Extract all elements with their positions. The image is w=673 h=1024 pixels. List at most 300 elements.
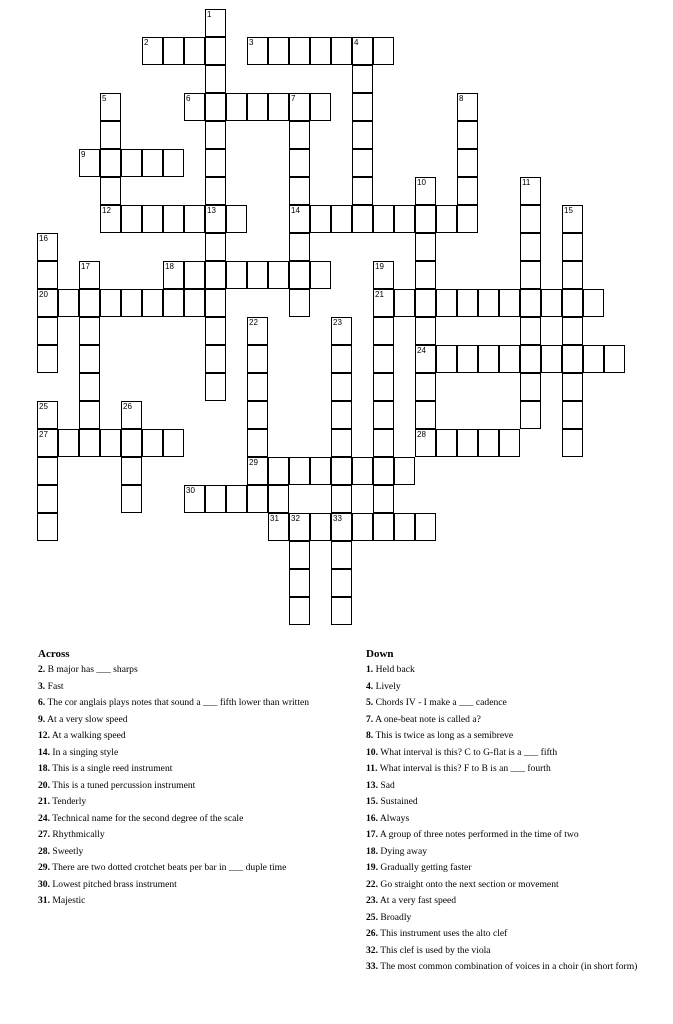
grid-cell[interactable] bbox=[562, 429, 583, 457]
grid-cell[interactable] bbox=[331, 569, 352, 597]
grid-cell[interactable] bbox=[226, 205, 247, 233]
across-clue bbox=[38, 796, 343, 808]
grid-cell[interactable] bbox=[352, 457, 373, 485]
clue-text: Lowest pitched brass instrument bbox=[52, 878, 177, 890]
grid-cell[interactable] bbox=[436, 429, 457, 457]
clue-num: 17. bbox=[366, 829, 378, 840]
grid-cell[interactable] bbox=[37, 457, 58, 485]
clue-num: 1. bbox=[366, 664, 374, 675]
grid-cell[interactable] bbox=[100, 289, 121, 317]
across-clue bbox=[38, 714, 343, 726]
down-clue bbox=[366, 763, 656, 775]
grid-cell[interactable] bbox=[415, 429, 436, 457]
clue-number: 27 bbox=[39, 430, 48, 439]
grid-cell[interactable] bbox=[352, 37, 373, 65]
grid-cell[interactable] bbox=[121, 149, 142, 177]
grid-cell[interactable] bbox=[394, 513, 415, 541]
grid-cell[interactable] bbox=[79, 373, 100, 401]
grid-cell[interactable] bbox=[394, 457, 415, 485]
grid-cell[interactable] bbox=[184, 93, 205, 121]
grid-cell[interactable] bbox=[331, 345, 352, 373]
grid-cell[interactable] bbox=[226, 485, 247, 513]
clue-text: A group of three notes performed in the time of two bbox=[379, 829, 579, 840]
down-clue bbox=[366, 879, 656, 891]
clue-text: Always bbox=[379, 812, 410, 824]
grid-cell[interactable] bbox=[205, 345, 226, 373]
grid-cell[interactable] bbox=[457, 149, 478, 177]
clue-num: 2. bbox=[38, 664, 46, 675]
grid-cell[interactable] bbox=[205, 37, 226, 65]
grid-cell[interactable] bbox=[457, 205, 478, 233]
grid-cell[interactable] bbox=[415, 373, 436, 401]
clue-text: Tenderly bbox=[52, 796, 87, 807]
clue-text: Dying away bbox=[380, 845, 428, 857]
grid-cell[interactable] bbox=[205, 205, 226, 233]
grid-cell[interactable] bbox=[562, 261, 583, 289]
clue-text: Lively bbox=[375, 680, 401, 692]
down-clues bbox=[366, 648, 656, 978]
clue-text: Chords IV - I make a ___ cadence bbox=[375, 697, 507, 708]
grid-cell[interactable] bbox=[163, 37, 184, 65]
grid-cell[interactable] bbox=[352, 513, 373, 541]
grid-cell[interactable] bbox=[205, 289, 226, 317]
grid-cell[interactable] bbox=[562, 373, 583, 401]
grid-cell[interactable] bbox=[604, 345, 625, 373]
grid-cell[interactable] bbox=[289, 569, 310, 597]
grid-cell[interactable] bbox=[562, 345, 583, 373]
grid-cell[interactable] bbox=[583, 345, 604, 373]
clue-num: 8. bbox=[366, 730, 374, 741]
clue-number: 5 bbox=[102, 94, 107, 103]
clue-number: 23 bbox=[333, 318, 342, 327]
clue-number: 28 bbox=[417, 430, 426, 439]
clue-num: 16. bbox=[366, 812, 378, 824]
grid-cell[interactable] bbox=[205, 93, 226, 121]
grid-cell[interactable] bbox=[142, 289, 163, 317]
grid-cell[interactable] bbox=[352, 65, 373, 93]
grid-cell[interactable] bbox=[100, 429, 121, 457]
clue-num: 10. bbox=[366, 746, 378, 758]
clue-num: 19. bbox=[366, 862, 378, 873]
grid-cell[interactable] bbox=[289, 289, 310, 317]
clue-num: 15. bbox=[366, 796, 378, 807]
grid-cell[interactable] bbox=[79, 149, 100, 177]
grid-cell[interactable] bbox=[100, 205, 121, 233]
grid-cell[interactable] bbox=[37, 401, 58, 429]
grid-cell[interactable] bbox=[184, 205, 205, 233]
grid-cell[interactable] bbox=[415, 401, 436, 429]
grid-cell[interactable] bbox=[58, 289, 79, 317]
clue-text: This is twice as long as a semibreve bbox=[375, 730, 514, 741]
grid-cell[interactable] bbox=[121, 289, 142, 317]
grid-cell[interactable] bbox=[37, 485, 58, 513]
down-clue bbox=[366, 846, 656, 858]
grid-cell[interactable] bbox=[352, 149, 373, 177]
grid-cell[interactable] bbox=[268, 457, 289, 485]
grid-cell[interactable] bbox=[331, 457, 352, 485]
across-clue bbox=[38, 681, 343, 693]
grid-cell[interactable] bbox=[37, 289, 58, 317]
grid-cell[interactable] bbox=[142, 37, 163, 65]
grid-cell[interactable] bbox=[415, 289, 436, 317]
grid-cell[interactable] bbox=[37, 233, 58, 261]
down-clue bbox=[366, 895, 656, 907]
across-clue bbox=[38, 747, 343, 759]
grid-cell[interactable] bbox=[205, 149, 226, 177]
grid-cell[interactable] bbox=[37, 345, 58, 373]
grid-cell[interactable] bbox=[79, 345, 100, 373]
grid-cell[interactable] bbox=[121, 401, 142, 429]
clue-num: 11. bbox=[366, 763, 378, 774]
grid-cell[interactable] bbox=[562, 317, 583, 345]
grid-cell[interactable] bbox=[457, 345, 478, 373]
grid-cell[interactable] bbox=[436, 205, 457, 233]
grid-cell[interactable] bbox=[457, 429, 478, 457]
clue-num: 23. bbox=[366, 895, 378, 906]
grid-cell[interactable] bbox=[79, 289, 100, 317]
grid-cell[interactable] bbox=[415, 177, 436, 205]
grid-cell[interactable] bbox=[163, 149, 184, 177]
clue-number: 20 bbox=[39, 290, 48, 299]
grid-cell[interactable] bbox=[205, 261, 226, 289]
grid-cell[interactable] bbox=[163, 429, 184, 457]
grid-cell[interactable] bbox=[247, 401, 268, 429]
grid-cell[interactable] bbox=[142, 205, 163, 233]
clue-num: 6. bbox=[38, 697, 46, 708]
grid-cell[interactable] bbox=[352, 177, 373, 205]
grid-cell[interactable] bbox=[373, 513, 394, 541]
down-clue bbox=[366, 928, 656, 940]
grid-cell[interactable] bbox=[310, 513, 331, 541]
clue-num: 12. bbox=[38, 730, 50, 741]
grid-cell[interactable] bbox=[163, 261, 184, 289]
grid-cell[interactable] bbox=[100, 149, 121, 177]
clue-text: This is a tuned percussion instrument bbox=[52, 779, 196, 791]
clue-num: 4. bbox=[366, 680, 374, 692]
clue-text: The most common combination of voices in a choir (in short form) bbox=[380, 961, 638, 972]
grid-cell[interactable] bbox=[331, 37, 352, 65]
down-clue bbox=[366, 681, 656, 693]
grid-cell[interactable] bbox=[415, 513, 436, 541]
down-clue bbox=[366, 862, 656, 874]
clue-text: Gradually getting faster bbox=[380, 862, 472, 873]
grid-cell[interactable] bbox=[205, 485, 226, 513]
clue-num: 13. bbox=[366, 779, 378, 791]
grid-cell[interactable] bbox=[268, 37, 289, 65]
clue-number: 8 bbox=[459, 94, 464, 103]
clue-number: 19 bbox=[375, 262, 384, 271]
grid-cell[interactable] bbox=[415, 345, 436, 373]
grid-cell[interactable] bbox=[520, 317, 541, 345]
grid-cell[interactable] bbox=[562, 233, 583, 261]
grid-cell[interactable] bbox=[205, 317, 226, 345]
grid-cell[interactable] bbox=[520, 261, 541, 289]
grid-cell[interactable] bbox=[289, 597, 310, 625]
grid-cell[interactable] bbox=[247, 373, 268, 401]
across-clue-list bbox=[38, 664, 343, 907]
clue-num: 18. bbox=[366, 845, 378, 857]
grid-cell[interactable] bbox=[520, 177, 541, 205]
clue-text: Sad bbox=[380, 779, 395, 791]
grid-cell[interactable] bbox=[79, 429, 100, 457]
grid-cell[interactable] bbox=[163, 205, 184, 233]
clue-text: The cor anglais plays notes that sound a ___ fifth lower than written bbox=[47, 697, 310, 708]
grid-cell[interactable] bbox=[310, 261, 331, 289]
clue-num: 24. bbox=[38, 812, 50, 824]
grid-cell[interactable] bbox=[289, 37, 310, 65]
grid-cell[interactable] bbox=[331, 205, 352, 233]
grid-cell[interactable] bbox=[331, 429, 352, 457]
clue-number: 2 bbox=[144, 38, 149, 47]
grid-cell[interactable] bbox=[457, 93, 478, 121]
grid-cell[interactable] bbox=[268, 485, 289, 513]
grid-cell[interactable] bbox=[520, 345, 541, 373]
down-clue bbox=[366, 961, 656, 973]
clue-number: 31 bbox=[270, 514, 279, 523]
clue-number: 1 bbox=[207, 10, 212, 19]
grid-cell[interactable] bbox=[310, 205, 331, 233]
grid-cell[interactable] bbox=[541, 289, 562, 317]
grid-cell[interactable] bbox=[121, 429, 142, 457]
grid-cell[interactable] bbox=[205, 373, 226, 401]
grid-cell[interactable] bbox=[499, 429, 520, 457]
grid-cell[interactable] bbox=[562, 205, 583, 233]
clue-text: This clef is used by the viola bbox=[380, 944, 491, 956]
grid-cell[interactable] bbox=[331, 513, 352, 541]
grid-cell[interactable] bbox=[520, 289, 541, 317]
across-clue bbox=[38, 846, 343, 858]
grid-cell[interactable] bbox=[184, 261, 205, 289]
grid-cell[interactable] bbox=[415, 317, 436, 345]
grid-cell[interactable] bbox=[79, 261, 100, 289]
grid-cell[interactable] bbox=[331, 485, 352, 513]
grid-cell[interactable] bbox=[415, 233, 436, 261]
grid-cell[interactable] bbox=[142, 429, 163, 457]
grid-cell[interactable] bbox=[247, 345, 268, 373]
clue-number: 11 bbox=[522, 178, 531, 187]
clue-text: At a very fast speed bbox=[379, 895, 457, 906]
down-clue bbox=[366, 697, 656, 709]
down-clue bbox=[366, 829, 656, 841]
grid-cell[interactable] bbox=[100, 93, 121, 121]
grid-cell[interactable] bbox=[394, 205, 415, 233]
clue-number: 4 bbox=[354, 38, 359, 47]
grid-cell[interactable] bbox=[373, 401, 394, 429]
grid-cell[interactable] bbox=[520, 373, 541, 401]
clue-num: 30. bbox=[38, 878, 50, 890]
across-clue bbox=[38, 895, 343, 907]
grid-cell[interactable] bbox=[142, 149, 163, 177]
down-clue bbox=[366, 747, 656, 759]
grid-cell[interactable] bbox=[247, 317, 268, 345]
clue-text: There are two dotted crotchet beats per bar in ___ duple time bbox=[52, 862, 287, 873]
grid-cell[interactable] bbox=[436, 345, 457, 373]
clue-num: 14. bbox=[38, 746, 50, 758]
grid-cell[interactable] bbox=[331, 597, 352, 625]
grid-cell[interactable] bbox=[247, 457, 268, 485]
grid-cell[interactable] bbox=[184, 37, 205, 65]
grid-cell[interactable] bbox=[247, 37, 268, 65]
clue-text: Majestic bbox=[52, 895, 86, 906]
clue-num: 26. bbox=[366, 928, 378, 939]
clue-text: At a walking speed bbox=[51, 730, 126, 741]
clue-text: Broadly bbox=[380, 911, 412, 923]
grid-cell[interactable] bbox=[247, 93, 268, 121]
grid-cell[interactable] bbox=[184, 485, 205, 513]
grid-cell[interactable] bbox=[331, 373, 352, 401]
grid-cell[interactable] bbox=[289, 177, 310, 205]
grid-cell[interactable] bbox=[373, 289, 394, 317]
grid-cell[interactable] bbox=[289, 457, 310, 485]
grid-cell[interactable] bbox=[289, 233, 310, 261]
grid-cell[interactable] bbox=[184, 289, 205, 317]
clue-number: 6 bbox=[186, 94, 191, 103]
grid-cell[interactable] bbox=[352, 121, 373, 149]
grid-cell[interactable] bbox=[310, 37, 331, 65]
grid-cell[interactable] bbox=[289, 513, 310, 541]
grid-cell[interactable] bbox=[373, 457, 394, 485]
grid-cell[interactable] bbox=[352, 205, 373, 233]
grid-cell[interactable] bbox=[268, 93, 289, 121]
clue-number: 25 bbox=[39, 402, 48, 411]
across-clue bbox=[38, 829, 343, 841]
grid-cell[interactable] bbox=[562, 401, 583, 429]
grid-cell[interactable] bbox=[331, 317, 352, 345]
clue-num: 3. bbox=[38, 680, 46, 692]
grid-cell[interactable] bbox=[205, 177, 226, 205]
clue-number: 33 bbox=[333, 514, 342, 523]
grid-cell[interactable] bbox=[100, 177, 121, 205]
grid-cell[interactable] bbox=[37, 513, 58, 541]
across-heading: Across bbox=[38, 648, 70, 660]
clue-number: 15 bbox=[564, 206, 573, 215]
grid-cell[interactable] bbox=[310, 457, 331, 485]
grid-cell[interactable] bbox=[520, 205, 541, 233]
grid-cell[interactable] bbox=[457, 121, 478, 149]
clue-number: 10 bbox=[417, 178, 426, 187]
grid-cell[interactable] bbox=[37, 429, 58, 457]
grid-cell[interactable] bbox=[415, 261, 436, 289]
grid-cell[interactable] bbox=[478, 289, 499, 317]
grid-cell[interactable] bbox=[415, 205, 436, 233]
grid-cell[interactable] bbox=[289, 93, 310, 121]
clue-number: 32 bbox=[291, 514, 300, 523]
clue-number: 30 bbox=[186, 486, 195, 495]
grid-cell[interactable] bbox=[121, 457, 142, 485]
clue-number: 13 bbox=[207, 206, 216, 215]
grid-cell[interactable] bbox=[373, 37, 394, 65]
across-clue bbox=[38, 879, 343, 891]
clue-number: 17 bbox=[81, 262, 90, 271]
clue-text: Technical name for the second degree of the scale bbox=[52, 812, 244, 824]
clue-text: In a singing style bbox=[52, 746, 119, 758]
grid-cell[interactable] bbox=[436, 289, 457, 317]
down-clue-list bbox=[366, 664, 656, 973]
grid-cell[interactable] bbox=[79, 401, 100, 429]
across-clue bbox=[38, 763, 343, 775]
clue-number: 18 bbox=[165, 262, 174, 271]
down-clue bbox=[366, 780, 656, 792]
grid-cell[interactable] bbox=[205, 9, 226, 37]
grid-cell[interactable] bbox=[121, 205, 142, 233]
grid-cell[interactable] bbox=[205, 233, 226, 261]
grid-cell[interactable] bbox=[583, 289, 604, 317]
grid-cell[interactable] bbox=[268, 261, 289, 289]
clue-text: Held back bbox=[375, 664, 415, 675]
grid-cell[interactable] bbox=[373, 261, 394, 289]
grid-cell[interactable] bbox=[289, 149, 310, 177]
clue-number: 16 bbox=[39, 234, 48, 243]
clue-num: 9. bbox=[38, 713, 46, 725]
clue-number: 12 bbox=[102, 206, 111, 215]
grid-cell[interactable] bbox=[268, 513, 289, 541]
grid-cell[interactable] bbox=[163, 289, 184, 317]
grid-cell[interactable] bbox=[541, 345, 562, 373]
grid-cell[interactable] bbox=[247, 485, 268, 513]
clue-text: B major has ___ sharps bbox=[47, 664, 138, 675]
grid-cell[interactable] bbox=[373, 485, 394, 513]
grid-cell[interactable] bbox=[289, 121, 310, 149]
grid-cell[interactable] bbox=[373, 205, 394, 233]
grid-cell[interactable] bbox=[478, 345, 499, 373]
grid-cell[interactable] bbox=[373, 429, 394, 457]
grid-cell[interactable] bbox=[562, 289, 583, 317]
grid-cell[interactable] bbox=[457, 289, 478, 317]
grid-cell[interactable] bbox=[79, 317, 100, 345]
clue-number: 14 bbox=[291, 206, 300, 215]
clue-text: This is a single reed instrument bbox=[52, 763, 173, 774]
grid-cell[interactable] bbox=[478, 429, 499, 457]
across-clue bbox=[38, 730, 343, 742]
grid-cell[interactable] bbox=[121, 485, 142, 513]
grid-cell[interactable] bbox=[373, 345, 394, 373]
grid-cell[interactable] bbox=[520, 401, 541, 429]
clue-num: 7. bbox=[366, 713, 374, 725]
grid-cell[interactable] bbox=[373, 373, 394, 401]
grid-cell[interactable] bbox=[499, 345, 520, 373]
down-clue bbox=[366, 813, 656, 825]
grid-cell[interactable] bbox=[100, 121, 121, 149]
grid-cell[interactable] bbox=[58, 429, 79, 457]
grid-cell[interactable] bbox=[520, 233, 541, 261]
grid-cell[interactable] bbox=[205, 65, 226, 93]
grid-cell[interactable] bbox=[352, 93, 373, 121]
grid-cell[interactable] bbox=[226, 93, 247, 121]
across-clue bbox=[38, 862, 343, 874]
clue-number: 26 bbox=[123, 402, 132, 411]
grid-cell[interactable] bbox=[394, 289, 415, 317]
clue-number: 29 bbox=[249, 458, 258, 467]
grid-cell[interactable] bbox=[289, 261, 310, 289]
clue-num: 22. bbox=[366, 878, 378, 890]
grid-cell[interactable] bbox=[289, 205, 310, 233]
grid-cell[interactable] bbox=[331, 541, 352, 569]
grid-cell[interactable] bbox=[331, 401, 352, 429]
across-clue bbox=[38, 697, 343, 709]
grid-cell[interactable] bbox=[289, 541, 310, 569]
grid-cell[interactable] bbox=[499, 289, 520, 317]
grid-cell[interactable] bbox=[247, 429, 268, 457]
grid-cell[interactable] bbox=[247, 261, 268, 289]
grid-cell[interactable] bbox=[226, 261, 247, 289]
grid-cell[interactable] bbox=[37, 261, 58, 289]
grid-cell[interactable] bbox=[37, 317, 58, 345]
across-clue bbox=[38, 664, 343, 676]
grid-cell[interactable] bbox=[310, 93, 331, 121]
grid-cell[interactable] bbox=[373, 317, 394, 345]
grid-cell[interactable] bbox=[457, 177, 478, 205]
grid-cell[interactable] bbox=[205, 121, 226, 149]
